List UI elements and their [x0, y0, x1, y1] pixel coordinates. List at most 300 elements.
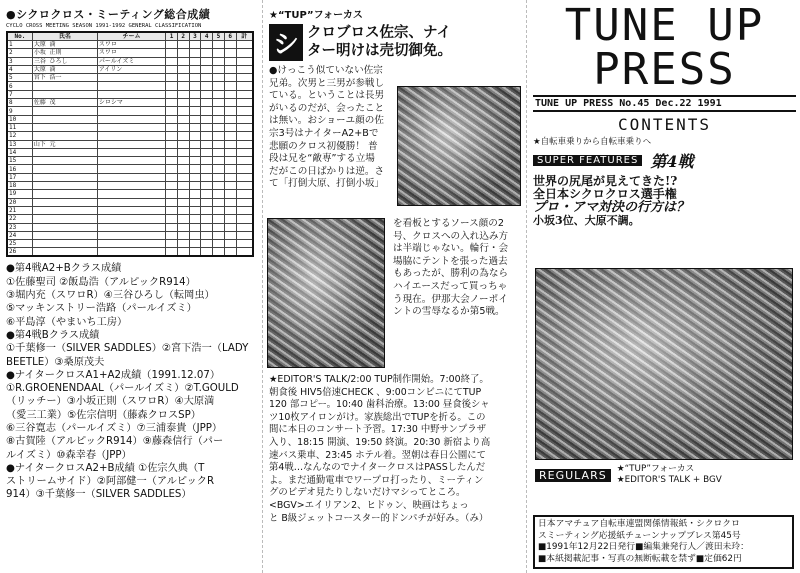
- standings-cell: [224, 57, 236, 65]
- standings-cell: [177, 206, 189, 214]
- standings-header-cell: チーム: [97, 32, 165, 41]
- standings-header-cell: No.: [7, 32, 32, 41]
- standings-cell: [224, 190, 236, 198]
- standings-row: [7, 115, 253, 123]
- editors-talk-line: 入り、18:15 開演、19:50 終演。20:30 新宿より高: [269, 436, 491, 448]
- editors-talk-line: よ。まだ通勤電車でワープロ打ったり、ミーティン: [269, 474, 484, 486]
- editors-talk-line: 120 部コピー。10:40 歯科治療。13:00 昼食後シャ: [269, 399, 490, 411]
- result-line: ●ナイタークロスA2+B成績 ①佐宗久典（T: [6, 462, 205, 474]
- standings-cell: [213, 74, 225, 82]
- focus-headline: [269, 24, 520, 61]
- standings-cell: [97, 157, 165, 165]
- standings-cell: [97, 173, 165, 181]
- standings-cell: [236, 115, 253, 123]
- result-line: ①R.GROENENDAAL（パールイズミ）②T.GOULD: [6, 383, 239, 395]
- editors-talk-line: <BGV>エイリアン2、ヒドゥン、映画はちょっ: [269, 499, 469, 511]
- standings-row: [7, 57, 253, 65]
- standings-cell: 6: [7, 82, 32, 90]
- result-line: （リッチー）③小坂正則（スワロR）④大原満: [6, 396, 215, 408]
- standings-row: [7, 165, 253, 173]
- standings-cell: [97, 165, 165, 173]
- rider-photo-2: [267, 218, 385, 368]
- standings-cell: [213, 140, 225, 148]
- footer-line-4: ■本紙掲載記事・写真の無断転載を禁ず■定価62円: [538, 553, 742, 564]
- standings-cell: 宮下 浩一: [32, 74, 97, 82]
- standings-cell: [224, 132, 236, 140]
- standings-cell: [189, 148, 201, 156]
- standings-cell: 1: [7, 41, 32, 49]
- standings-cell: [236, 215, 253, 223]
- rider-photo-1: [397, 86, 521, 206]
- standings-cell: [32, 115, 97, 123]
- standings-cell: [201, 240, 213, 248]
- standings-row: [7, 157, 253, 165]
- standings-cell: [166, 74, 178, 82]
- standings-row: [7, 231, 253, 239]
- standings-cell: [236, 140, 253, 148]
- standings-cell: シロシマ: [97, 99, 165, 107]
- standings-cell: [177, 57, 189, 65]
- focus-body-line: う現在。伊那大会ノーポイ: [393, 293, 508, 305]
- standings-cell: 佐藤 茂: [32, 99, 97, 107]
- standings-header-cell: 3: [189, 32, 201, 41]
- standings-cell: [97, 240, 165, 248]
- contents-heading: CONTENTS: [617, 115, 712, 134]
- standings-cell: [166, 82, 178, 90]
- standings-body: [7, 41, 253, 257]
- standings-cell: [224, 115, 236, 123]
- standings-cell: [97, 74, 165, 82]
- standings-cell: [224, 182, 236, 190]
- result-line: ①千葉修一（SILVER SADDLES）②宮下浩一（LADY: [6, 343, 249, 355]
- result-line: BEETLE）③桑原茂夫: [6, 356, 105, 368]
- standings-cell: 14: [7, 148, 32, 156]
- standings-cell: [166, 231, 178, 239]
- standings-cell: [189, 173, 201, 181]
- standings-cell: [236, 132, 253, 140]
- standings-cell: [166, 240, 178, 248]
- standings-row: [7, 223, 253, 231]
- standings-cell: [189, 198, 201, 206]
- focus-body-line: 場脇にテントを張った過去: [393, 255, 508, 267]
- masthead-title-line-2: PRESS: [593, 44, 736, 95]
- standings-cell: [236, 107, 253, 115]
- standings-cell: [201, 65, 213, 73]
- standings-cell: [224, 41, 236, 49]
- focus-body-narrow: [269, 65, 391, 191]
- standings-cell: [213, 173, 225, 181]
- focus-headline-line-2: ター明けは売切御免。: [307, 42, 452, 59]
- result-line: ●ナイタークロスA1+A2成績（1991.12.07）: [6, 369, 221, 381]
- standings-cell: [32, 248, 97, 257]
- standings-cell: [213, 231, 225, 239]
- standings-cell: [201, 74, 213, 82]
- footer-line-1: 日本アマチュア自転車連盟関係情報紙・シクロクロ: [538, 519, 740, 529]
- standings-cell: [32, 123, 97, 131]
- standings-cell: [189, 182, 201, 190]
- standings-cell: [177, 215, 189, 223]
- standings-cell: [97, 148, 165, 156]
- regular-item-1: ★“TUP”フォーカス: [616, 464, 695, 474]
- standings-cell: [97, 115, 165, 123]
- standings-cell: [166, 57, 178, 65]
- standings-cell: [189, 41, 201, 49]
- standings-cell: [236, 65, 253, 73]
- focus-label: ★“TUP”フォーカス: [269, 10, 363, 21]
- standings-cell: [97, 215, 165, 223]
- standings-cell: [166, 198, 178, 206]
- standings-cell: [177, 240, 189, 248]
- standings-row: [7, 107, 253, 115]
- standings-cell: [166, 90, 178, 98]
- round-label: 第4戦: [650, 152, 694, 171]
- standings-cell: [97, 231, 165, 239]
- standings-row: [7, 132, 253, 140]
- focus-body-line: だがこの日ばかりは逆。さ: [269, 165, 385, 177]
- standings-cell: [201, 82, 213, 90]
- standings-cell: [189, 140, 201, 148]
- result-line: 914）③千葉修一（SILVER SADDLES）: [6, 489, 192, 501]
- standings-cell: [177, 148, 189, 156]
- feature-headline-1: 世界の尻尾が見えてきた!?: [533, 174, 678, 188]
- standings-cell: [189, 115, 201, 123]
- standings-cell: [177, 65, 189, 73]
- standings-cell: [201, 99, 213, 107]
- standings-cell: [201, 165, 213, 173]
- standings-header-row: [7, 32, 253, 41]
- standings-cell: [224, 157, 236, 165]
- standings-cell: [32, 132, 97, 140]
- editors-talk-line: 間に本日のコンサート予習。17:30 中野サンプラザ: [269, 424, 487, 436]
- editors-talk-line: 第4戦…なんなのでナイタークロスはPASSしたんだ: [269, 462, 486, 474]
- standings-cell: [224, 223, 236, 231]
- standings-cell: [177, 82, 189, 90]
- focus-body-line: 段は兄を“敵専”する立場: [269, 153, 375, 165]
- standings-cell: [166, 182, 178, 190]
- standings-cell: [177, 41, 189, 49]
- standings-cell: [224, 215, 236, 223]
- standings-cell: [166, 157, 178, 165]
- standings-cell: [166, 41, 178, 49]
- standings-cell: [189, 107, 201, 115]
- result-line: ③堀内充（スワロR）④三谷ひろし（転岡虫）: [6, 290, 215, 302]
- standings-row: [7, 148, 253, 156]
- standings-cell: [236, 148, 253, 156]
- standings-cell: [236, 157, 253, 165]
- standings-cell: [236, 231, 253, 239]
- feature-headline-2: 全日本シクロクロス選手権: [533, 187, 677, 201]
- standings-cell: [166, 223, 178, 231]
- focus-body-line: は無い。おショーユ顔の佐: [269, 115, 384, 127]
- standings-cell: [201, 49, 213, 57]
- standings-cell: アイリン: [97, 65, 165, 73]
- standings-cell: [189, 223, 201, 231]
- podium-photo: [535, 268, 793, 460]
- standings-cell: [201, 231, 213, 239]
- standings-cell: [189, 49, 201, 57]
- standings-cell: 13: [7, 140, 32, 148]
- standings-cell: [224, 65, 236, 73]
- standings-cell: [224, 231, 236, 239]
- standings-cell: [236, 57, 253, 65]
- standings-cell: [201, 132, 213, 140]
- standings-cell: [236, 165, 253, 173]
- standings-cell: [177, 173, 189, 181]
- standings-cell: 2: [7, 49, 32, 57]
- standings-cell: [213, 182, 225, 190]
- standings-cell: [97, 190, 165, 198]
- standings-cell: [189, 123, 201, 131]
- standings-cell: 9: [7, 107, 32, 115]
- standings-cell: 三谷 ひろし: [32, 57, 97, 65]
- standings-cell: [224, 240, 236, 248]
- standings-cell: [213, 206, 225, 214]
- standings-cell: [201, 248, 213, 257]
- standings-cell: 5: [7, 74, 32, 82]
- standings-header-cell: 4: [201, 32, 213, 41]
- standings-row: [7, 248, 253, 257]
- result-line: ⑤マッキンストリー浩路（パールイズミ）: [6, 303, 197, 315]
- result-line: ①佐藤聖司 ②飯島浩（アルピックR914）: [6, 276, 196, 288]
- masthead-column: [526, 0, 800, 573]
- standings-header-cell: 2: [177, 32, 189, 41]
- standings-cell: [177, 123, 189, 131]
- standings-cell: [213, 132, 225, 140]
- standings-cell: [213, 107, 225, 115]
- standings-header-cell: 計: [236, 32, 253, 41]
- standings-cell: [166, 206, 178, 214]
- standings-cell: 11: [7, 123, 32, 131]
- standings-cell: [177, 182, 189, 190]
- standings-cell: 17: [7, 173, 32, 181]
- standings-cell: [97, 248, 165, 257]
- standings-cell: [166, 190, 178, 198]
- focus-body-line: 悲願のクロス初優勝！ 普: [269, 140, 378, 152]
- standings-cell: 4: [7, 65, 32, 73]
- standings-cell: [213, 41, 225, 49]
- standings-cell: [177, 165, 189, 173]
- focus-body-line: ハイエースだって買っちゃ: [393, 280, 508, 292]
- standings-cell: [236, 182, 253, 190]
- standings-row: [7, 123, 253, 131]
- focus-headline-text: [303, 24, 452, 61]
- standings-cell: 24: [7, 231, 32, 239]
- standings-cell: [224, 148, 236, 156]
- focus-headline-initial: シ: [269, 24, 303, 61]
- standings-row: [7, 182, 253, 190]
- standings-cell: [213, 123, 225, 131]
- standings-cell: [213, 190, 225, 198]
- standings-cell: [166, 49, 178, 57]
- focus-body-wide: [393, 218, 521, 319]
- standings-cell: [97, 123, 165, 131]
- editors-talk-line: ツ10枚アイロンがけ。家族総出でTUPを折る。この: [269, 411, 486, 423]
- standings-cell: [189, 165, 201, 173]
- standings-cell: [201, 41, 213, 49]
- standings-cell: 10: [7, 115, 32, 123]
- standings-cell: 小坂 正則: [32, 49, 97, 57]
- standings-cell: [166, 107, 178, 115]
- standings-cell: [32, 165, 97, 173]
- super-features-tag: SUPER FEATURES: [533, 155, 642, 166]
- standings-cell: [224, 123, 236, 131]
- standings-cell: [177, 231, 189, 239]
- feature-headline-4: 小坂3位、大原不調。: [533, 214, 640, 227]
- standings-cell: [236, 49, 253, 57]
- standings-cell: [236, 190, 253, 198]
- standings-cell: [201, 190, 213, 198]
- standings-cell: [213, 240, 225, 248]
- standings-cell: [32, 206, 97, 214]
- standings-header-cell: 6: [224, 32, 236, 41]
- standings-cell: [166, 248, 178, 257]
- standings-row: [7, 190, 253, 198]
- standings-cell: [236, 90, 253, 98]
- focus-body-line: ている。ということは長男: [269, 90, 385, 102]
- result-line: ストリームサイド）②阿部健一（アルピックR: [6, 476, 215, 488]
- standings-cell: [236, 240, 253, 248]
- standings-cell: 8: [7, 99, 32, 107]
- standings-cell: [236, 223, 253, 231]
- standings-cell: 19: [7, 190, 32, 198]
- standings-cell: [32, 223, 97, 231]
- standings-cell: [32, 82, 97, 90]
- standings-cell: 15: [7, 157, 32, 165]
- standings-cell: [189, 57, 201, 65]
- standings-cell: [224, 173, 236, 181]
- result-line: ⑧古賀陸（アルピックR914）⑨藤森信行（パー: [6, 436, 224, 448]
- editors-talk-line: と B級ジェットコースター的ドンパチが好み。（み）: [269, 512, 489, 524]
- editors-talk-line: 朝食後 HIV5倍速CHECK 、9:00コンビニにてTUP: [269, 386, 482, 398]
- standings-row: [7, 82, 253, 90]
- standings-cell: [177, 99, 189, 107]
- standings-cell: [213, 82, 225, 90]
- standings-cell: [166, 140, 178, 148]
- standings-cell: [177, 107, 189, 115]
- standings-cell: [213, 223, 225, 231]
- standings-cell: [213, 215, 225, 223]
- standings-cell: [201, 57, 213, 65]
- standings-cell: [177, 198, 189, 206]
- standings-cell: [177, 190, 189, 198]
- standings-cell: [213, 65, 225, 73]
- standings-row: [7, 240, 253, 248]
- standings-cell: [201, 223, 213, 231]
- standings-cell: [32, 173, 97, 181]
- standings-cell: [189, 99, 201, 107]
- feature-headline-3: プロ・アマ対決の行方は？: [533, 200, 690, 215]
- standings-cell: [189, 206, 201, 214]
- masthead-title: [533, 0, 796, 95]
- focus-body-line: を看板とするソース顔の2: [393, 218, 504, 229]
- standings-cell: [213, 157, 225, 165]
- masthead-title-line-1: TUNE UP: [564, 0, 765, 51]
- standings-cell: [224, 165, 236, 173]
- standings-cell: [213, 49, 225, 57]
- standings-cell: [32, 107, 97, 115]
- standings-cell: [177, 49, 189, 57]
- standings-cell: [224, 49, 236, 57]
- result-line: ●第4戦A2+Bクラス成績: [6, 263, 122, 275]
- standings-cell: [189, 190, 201, 198]
- standings-cell: [189, 231, 201, 239]
- standings-cell: [213, 99, 225, 107]
- standings-cell: [224, 206, 236, 214]
- standings-cell: [224, 198, 236, 206]
- standings-cell: [201, 123, 213, 131]
- editors-talk-line: 速バス乗車、23:45 ホテル着。翌朝は春日公園にて: [269, 449, 487, 461]
- standings-cell: [32, 182, 97, 190]
- standings-cell: [236, 123, 253, 131]
- standings-cell: [97, 132, 165, 140]
- standings-cell: 23: [7, 223, 32, 231]
- standings-cell: [213, 198, 225, 206]
- standings-cell: 大原 満: [32, 65, 97, 73]
- standings-cell: [224, 82, 236, 90]
- standings-cell: 16: [7, 165, 32, 173]
- standings-row: [7, 90, 253, 98]
- standings-cell: [32, 215, 97, 223]
- standings-cell: 22: [7, 215, 32, 223]
- standings-cell: [201, 206, 213, 214]
- standings-cell: [201, 182, 213, 190]
- standings-cell: [201, 90, 213, 98]
- focus-column: [262, 0, 526, 573]
- standings-cell: [201, 198, 213, 206]
- standings-cell: [97, 82, 165, 90]
- standings-cell: [32, 231, 97, 239]
- focus-body-line: 号、クロスへの入れ込み方: [393, 230, 509, 242]
- standings-header-cell: 5: [213, 32, 225, 41]
- standings-cell: [213, 165, 225, 173]
- standings-cell: [32, 198, 97, 206]
- standings-cell: パールイズミ: [97, 57, 165, 65]
- standings-cell: [201, 107, 213, 115]
- standings-cell: 25: [7, 240, 32, 248]
- focus-body-line: がいるのだが、会ったこと: [269, 102, 385, 114]
- standings-row: [7, 65, 253, 73]
- race-results: [6, 262, 256, 501]
- standings-cell: [236, 206, 253, 214]
- standings-cell: [189, 215, 201, 223]
- standings-cell: [236, 41, 253, 49]
- editors-talk-line: グのビデオ見たりしないだけマシってところ。: [269, 487, 466, 499]
- standings-title: ●シクロクロス・ミーティング総合成績: [6, 8, 211, 21]
- standings-cell: [166, 99, 178, 107]
- footer-line-3: ■1991年12月22日発行■編集兼発行人／渡田未玲：: [538, 542, 749, 552]
- standings-cell: [97, 198, 165, 206]
- standings-row: [7, 140, 253, 148]
- standings-cell: [201, 157, 213, 165]
- standings-header-cell: 1: [166, 32, 178, 41]
- standings-row: [7, 49, 253, 57]
- standings-cell: [189, 65, 201, 73]
- standings-cell: [177, 140, 189, 148]
- result-line: ●第4戦Bクラス成績: [6, 329, 100, 341]
- standings-cell: [189, 248, 201, 257]
- standings-cell: 山下 元: [32, 140, 97, 148]
- standings-cell: [166, 123, 178, 131]
- standings-cell: [97, 140, 165, 148]
- standings-cell: [189, 132, 201, 140]
- standings-cell: [166, 148, 178, 156]
- standings-cell: [213, 248, 225, 257]
- standings-cell: [166, 165, 178, 173]
- standings-cell: [224, 107, 236, 115]
- feature-kicker: ★自転車乗りから自転車乗りへ: [533, 137, 652, 147]
- standings-cell: [97, 182, 165, 190]
- standings-cell: [201, 215, 213, 223]
